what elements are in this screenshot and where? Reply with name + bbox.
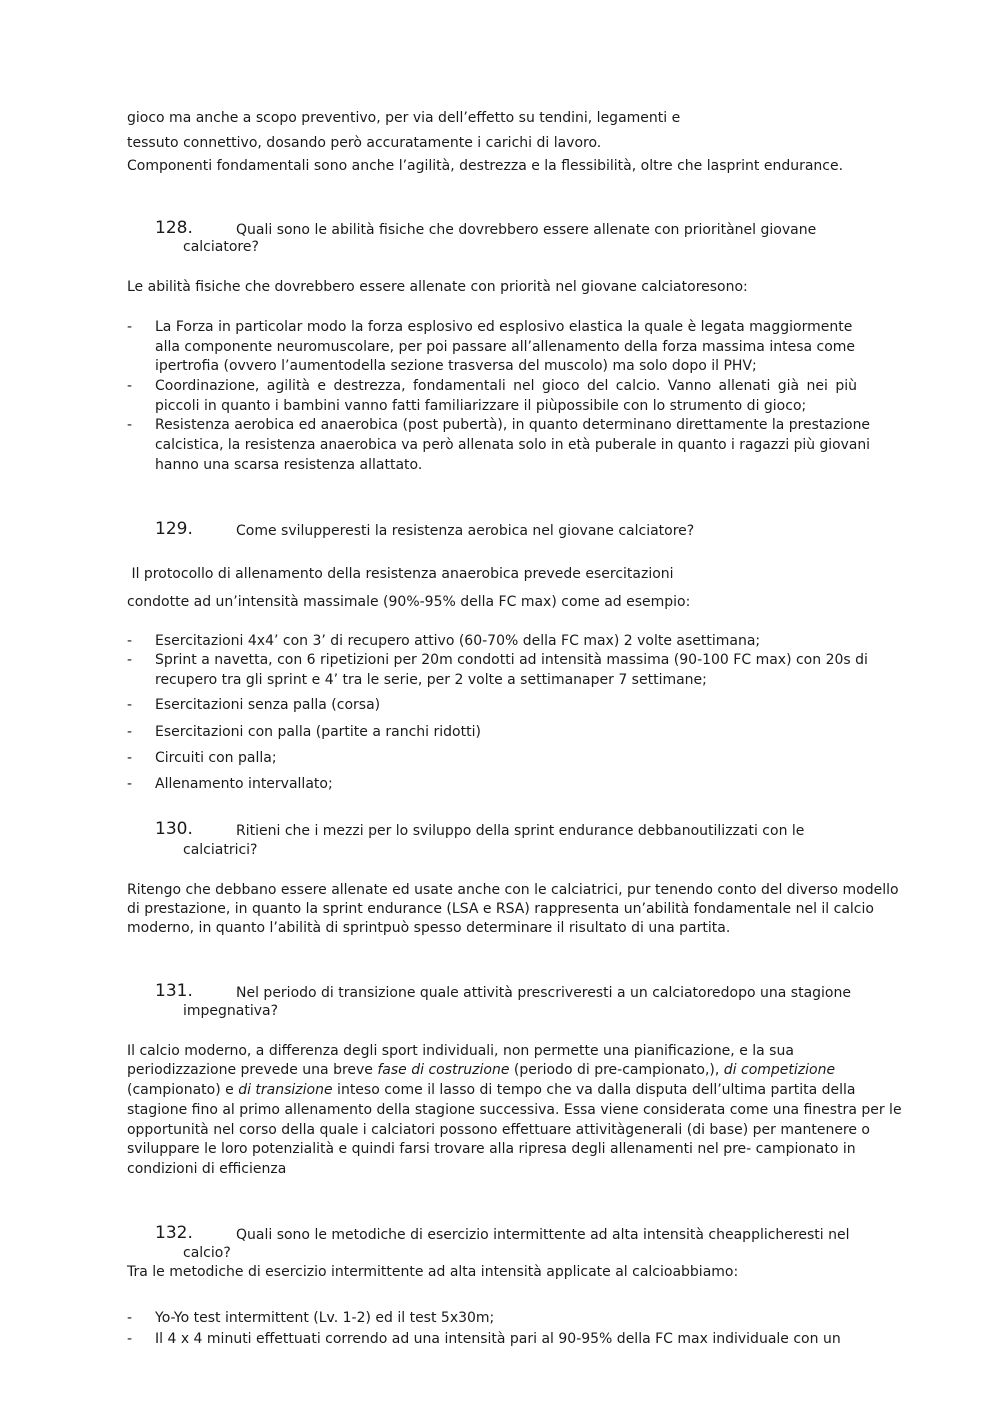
question-number: 132. <box>155 1223 193 1243</box>
question-number: 128. <box>155 218 193 238</box>
answer-text: opportunità nel corso della quale i calciatori possono effettuare attivitàgenerali (di base) per mantenere o <box>127 1122 870 1138</box>
list-item: recupero tra gli sprint e 4’ tra le serie, per 2 volte a settimanaper 7 settimane; <box>155 672 707 688</box>
list-item: hanno una scarsa resistenza allattato. <box>155 457 423 473</box>
bullet-dash: - <box>127 1310 133 1326</box>
bullet-dash: - <box>127 1331 133 1347</box>
list-item: Esercitazioni senza palla (corsa) <box>155 697 381 713</box>
answer-text: di prestazione, in quanto la sprint endurance (LSA e RSA) rappresenta un’abilità fondamentale nel il calcio <box>127 901 874 917</box>
answer-text: stagione fino al primo allenamento della stagione successiva. Essa viene considerata come una finestra per le <box>127 1102 902 1118</box>
bullet-dash: - <box>127 750 133 766</box>
question-text: Ritieni che i mezzi per lo sviluppo della sprint endurance debbanoutilizzati con le <box>236 823 805 839</box>
list-item: Resistenza aerobica ed anaerobica (post pubertà), in quanto determinano direttamente la prestazione <box>155 417 871 433</box>
answer-text: condizioni di efficienza <box>127 1161 287 1177</box>
answer-text: Le abilità fisiche che dovrebbero essere allenate con priorità nel giovane calciatoresono: <box>127 279 748 295</box>
question-text: calciatore? <box>183 239 259 255</box>
answer-text <box>127 1080 855 1100</box>
bullet-dash: - <box>127 417 133 433</box>
list-item: Circuiti con palla; <box>155 750 277 766</box>
paragraph-line: Componenti fondamentali sono anche l’agilità, destrezza e la flessibilità, oltre che lasprint endurance. <box>127 158 844 174</box>
list-item: Esercitazioni 4x4’ con 3’ di recupero attivo (60-70% della FC max) 2 volte asettimana; <box>155 633 761 649</box>
bullet-dash: - <box>127 776 133 792</box>
question-number: 131. <box>155 981 193 1001</box>
bullet-dash: - <box>127 724 133 740</box>
answer-fragment: inteso come il lasso di tempo che va dalla disputa dell’ultima partita della <box>332 1082 856 1098</box>
italic-term: di transizione <box>238 1082 333 1098</box>
question-text: Quali sono le metodiche di esercizio intermittente ad alta intensità cheapplicheresti nel <box>236 1227 850 1243</box>
list-item: Il 4 x 4 minuti effettuati correndo ad una intensità pari al 90-95% della FC max individuale con un <box>155 1331 841 1347</box>
question-text: Quali sono le abilità fisiche che dovrebbero essere allenate con prioritànel giovane <box>236 222 817 238</box>
bullet-dash: - <box>127 319 133 335</box>
list-item: Esercitazioni con palla (partite a ranchi ridotti) <box>155 724 481 740</box>
list-item: Coordinazione, agilità e destrezza, fondamentali nel gioco del calcio. Vanno allenati già nei più <box>155 378 857 394</box>
question-number: 130. <box>155 819 193 839</box>
answer-text: Ritengo che debbano essere allenate ed usate anche con le calciatrici, pur tenendo conto del diverso modello <box>127 882 899 898</box>
answer-text: Tra le metodiche di esercizio intermittente ad alta intensità applicate al calcioabbiamo: <box>127 1264 739 1280</box>
italic-term: di competizione <box>723 1062 836 1078</box>
bullet-dash: - <box>127 697 133 713</box>
answer-text: Il protocollo di allenamento della resistenza anaerobica prevede esercitazioni <box>127 566 674 582</box>
question-text: Come svilupperesti la resistenza aerobica nel giovane calciatore? <box>236 523 695 539</box>
paragraph-line: gioco ma anche a scopo preventivo, per via dell’effetto su tendini, legamenti e <box>127 110 681 126</box>
answer-text: condotte ad un’intensità massimale (90%-95% della FC max) come ad esempio: <box>127 594 691 610</box>
answer-text: Il calcio moderno, a differenza degli sport individuali, non permette una pianificazione, e la sua <box>127 1043 794 1059</box>
answer-text: moderno, in quanto l’abilità di sprintpuò spesso determinare il risultato di una partita. <box>127 920 731 936</box>
list-item: Allenamento intervallato; <box>155 776 333 792</box>
paragraph-line: tessuto connettivo, dosando però accuratamente i carichi di lavoro. <box>127 135 602 151</box>
question-text: calciatrici? <box>183 842 258 858</box>
italic-term: fase di costruzione <box>377 1062 510 1078</box>
list-item: Yo-Yo test intermittent (Lv. 1-2) ed il test 5x30m; <box>155 1310 495 1326</box>
bullet-dash: - <box>127 652 133 668</box>
answer-fragment: (campionato) e <box>127 1082 239 1098</box>
list-item: piccoli in quanto i bambini vanno fatti familiarizzare il piùpossibile con lo strumento di gioco; <box>155 398 807 414</box>
answer-text: sviluppare le loro potenzialità e quindi farsi trovare alla ripresa degli allenamenti nel pre- campionato in <box>127 1141 856 1157</box>
list-item: Sprint a navetta, con 6 ripetizioni per 20m condotti ad intensità massima (90-100 FC max) con 20s di <box>155 652 868 668</box>
answer-fragment: (periodo di pre-campionato,), <box>509 1062 724 1078</box>
answer-text <box>127 1060 835 1080</box>
bullet-dash: - <box>127 633 133 649</box>
list-item: ipertrofia (ovvero l’aumentodella sezione trasversa del muscolo) ma solo dopo il PHV; <box>155 358 757 374</box>
answer-fragment: periodizzazione prevede una breve <box>127 1062 378 1078</box>
question-text: Nel periodo di transizione quale attività prescriveresti a un calciatoredopo una stagione <box>236 985 851 1001</box>
question-text: calcio? <box>183 1245 231 1261</box>
bullet-dash: - <box>127 378 133 394</box>
list-item: calcistica, la resistenza anaerobica va però allenata solo in età puberale in quanto i ragazzi più giovani <box>155 437 871 453</box>
question-text: impegnativa? <box>183 1003 279 1019</box>
list-item: alla componente neuromuscolare, per poi passare all’allenamento della forza massima intesa come <box>155 339 856 355</box>
question-number: 129. <box>155 519 193 539</box>
list-item: La Forza in particolar modo la forza esplosivo ed esplosivo elastica la quale è legata maggiormente <box>155 319 853 335</box>
